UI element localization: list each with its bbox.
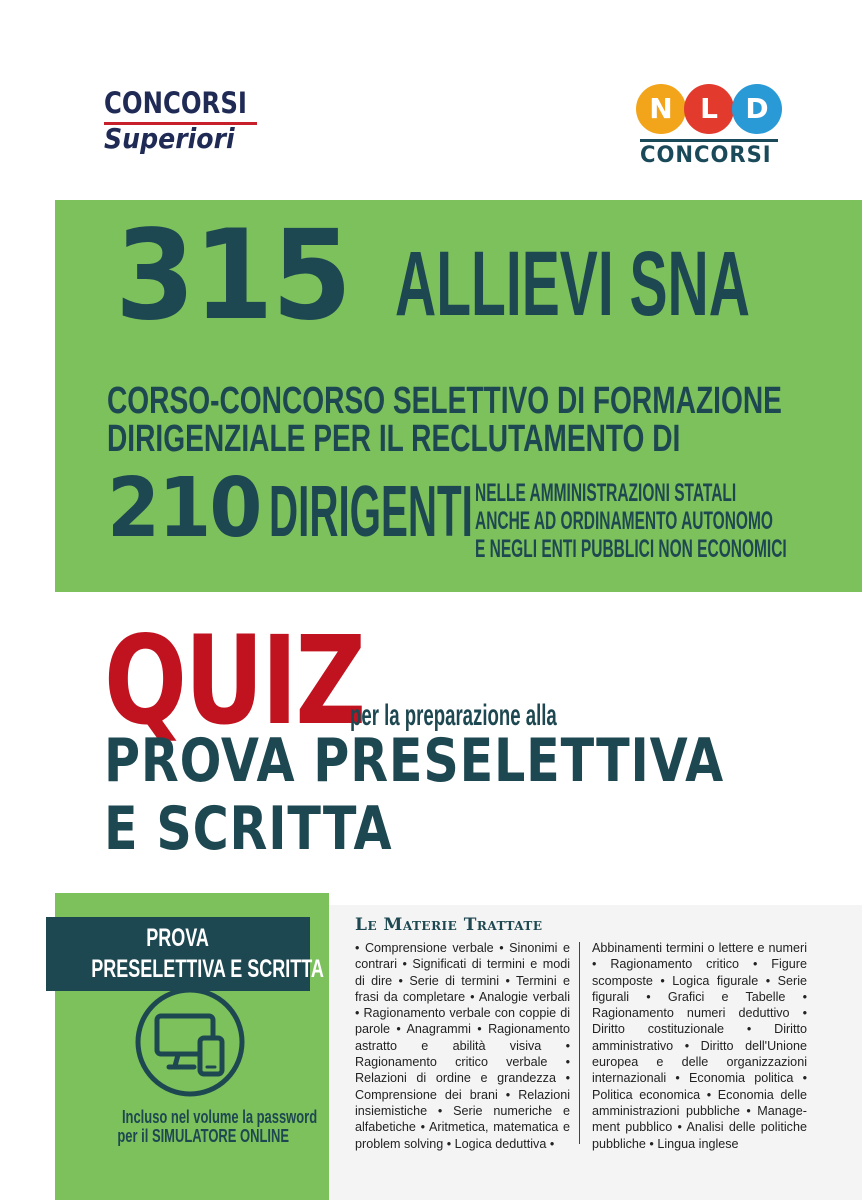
- banner-line2: DIRIGENZIALE PER IL RECLUTAMENTO DI: [107, 418, 681, 460]
- banner-number: 315: [115, 204, 351, 348]
- nld-logo: [636, 84, 786, 172]
- banner-number2: 210: [107, 461, 261, 556]
- prova-line2: E SCRITTA: [104, 794, 393, 864]
- subjects-column-1: • Comprensione verbale • Sinonimi e contrari • Significati di termini e modi di dire • Serie di termini • Termini e frasi da completare • Analogie verbali • Ragionamento verbale con coppie di parole • Anagrammi • Ragionamento astratto e abilità visiva • Ragionamento critico verbale • Relazioni di ordine e grandezza • Comprensione dei brani • Relazioni insiemistiche • Serie numeriche e alfabetiche • Aritmetica, matematica e problem solving • Logica deduttiva •: [355, 941, 570, 1151]
- banner-headline: ALLIEVI SNA: [395, 233, 750, 335]
- exam-tag-line2: PRESELETTIVA E SCRITTA: [91, 955, 324, 983]
- exam-tag-line1: PROVA: [146, 924, 210, 952]
- nld-logo-letter-n: N: [636, 84, 686, 134]
- banner-headline2: DIRIGENTI: [269, 472, 473, 552]
- nld-logo-letter-l: L: [684, 84, 734, 134]
- prova-line1: PROVA PRESELETTIVA: [104, 726, 725, 796]
- publisher-logo-line1: CONCORSI: [104, 86, 247, 120]
- quiz-title: QUIZ: [104, 610, 364, 752]
- banner-detail1: NELLE AMMINISTRAZIONI STATALI: [475, 479, 737, 507]
- publisher-logo: [100, 86, 270, 156]
- devices-icon: [134, 986, 246, 1098]
- quiz-subtitle: per la preparazione alla: [350, 699, 557, 732]
- nld-logo-rule: [640, 139, 778, 142]
- subjects-divider: [579, 942, 580, 1144]
- banner-detail2: ANCHE AD ORDINAMENTO AUTONOMO: [475, 507, 773, 535]
- nld-logo-name: CONCORSI: [640, 143, 772, 168]
- publisher-logo-line2: Superiori: [104, 122, 235, 155]
- banner-detail3: E NEGLI ENTI PUBBLICI NON ECONOMICI: [475, 535, 787, 563]
- subjects-column-2: Abbinamenti termini o lettere e numeri • Ragionamento critico • Figure scomposte • Logica figurale • Serie figurali • Grafici e Tabelle • Ragionamento numeri deduttivo • Diritto costituzionale • Diritto amministrativo • Diritto dell'Unione europea e delle organizzazioni internazionali • Economia politica • Politica economica • Economia delle amministrazioni pubbliche • Manage-ment pubblico • Analisi delle politiche pubbliche • Lingua inglese: [592, 941, 807, 1151]
- subjects-title: Le Materie Trattate: [355, 915, 543, 935]
- includes-line1: Incluso nel volume la password: [121, 1107, 318, 1127]
- includes-line2: per il SIMULATORE ONLINE: [117, 1126, 289, 1146]
- title-banner: [55, 200, 862, 592]
- nld-logo-letter-d: D: [732, 84, 782, 134]
- banner-line1: CORSO-CONCORSO SELETTIVO DI FORMAZIONE: [107, 380, 782, 422]
- exam-tag: [46, 917, 324, 991]
